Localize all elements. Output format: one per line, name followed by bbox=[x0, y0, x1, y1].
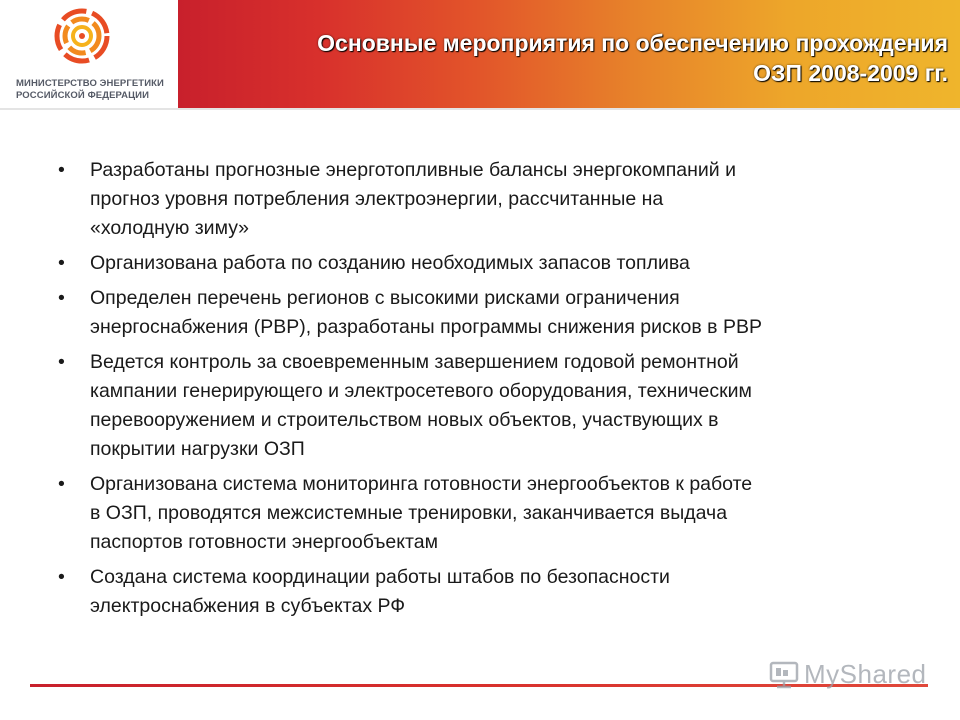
presentation-board-icon bbox=[768, 658, 800, 690]
bullet-line: «холодную зиму» bbox=[90, 217, 250, 239]
bullet-line: перевооружением и строительством новых объектов, участвующих в bbox=[90, 409, 719, 431]
bullet-line: кампании генерирующего и электросетевого оборудования, техническим bbox=[90, 380, 752, 402]
bullet-line: Ведется контроль за своевременным завершением годовой ремонтной bbox=[90, 351, 739, 373]
title-banner bbox=[178, 0, 960, 108]
bullet-item bbox=[58, 156, 928, 243]
bullet-dot: • bbox=[58, 287, 65, 309]
bullet-line: Создана система координации работы штабов по безопасности bbox=[90, 566, 670, 588]
ministry-line2: РОССИЙСКОЙ ФЕДЕРАЦИИ bbox=[16, 90, 150, 101]
bullet-dot: • bbox=[58, 351, 65, 373]
bullet-line: в ОЗП, проводятся межсистемные тренировки, заканчивается выдача bbox=[90, 502, 728, 524]
slide-title bbox=[317, 28, 948, 88]
bullet-item bbox=[58, 348, 928, 464]
bullet-line: Организована работа по созданию необходимых запасов топлива bbox=[90, 252, 690, 274]
bullet-line: Разработаны прогнозные энерготопливные балансы энергокомпаний и bbox=[90, 159, 736, 181]
ministry-line1: МИНИСТЕРСТВО ЭНЕРГЕТИКИ bbox=[16, 78, 164, 89]
ministry-ring-logo-icon bbox=[52, 6, 112, 66]
bullet-line: Организована система мониторинга готовности энергообъектов к работе bbox=[90, 473, 753, 495]
bullet-list bbox=[58, 156, 928, 621]
ministry-name bbox=[16, 78, 176, 102]
bullet-item bbox=[58, 249, 928, 278]
slide-body bbox=[58, 156, 928, 627]
bullet-dot: • bbox=[58, 566, 65, 588]
title-line1: Основные мероприятия по обеспечению прохождения bbox=[317, 30, 948, 56]
slide-header bbox=[0, 0, 960, 108]
bullet-item bbox=[58, 470, 928, 557]
bullet-item bbox=[58, 563, 928, 621]
bullet-line: энергоснабжения (РВР), разработаны программы снижения рисков в РВР bbox=[90, 316, 762, 338]
header-divider bbox=[0, 108, 960, 110]
bullet-dot: • bbox=[58, 252, 65, 274]
bullet-dot: • bbox=[58, 473, 65, 495]
watermark-text: MyShared bbox=[804, 658, 927, 689]
watermark bbox=[768, 656, 927, 692]
bullet-line: покрытии нагрузки ОЗП bbox=[90, 438, 305, 460]
ministry-logo bbox=[0, 0, 178, 108]
bullet-item bbox=[58, 284, 928, 342]
bullet-line: Определен перечень регионов с высокими рисками ограничения bbox=[90, 287, 680, 309]
bullet-line: электроснабжения в субъектах РФ bbox=[90, 595, 406, 617]
bullet-dot: • bbox=[58, 159, 65, 181]
bullet-line: паспортов готовности энергообъектам bbox=[90, 531, 438, 553]
bullet-line: прогноз уровня потребления электроэнергии, рассчитанные на bbox=[90, 188, 664, 210]
title-line2: ОЗП 2008-2009 гг. bbox=[753, 60, 948, 86]
